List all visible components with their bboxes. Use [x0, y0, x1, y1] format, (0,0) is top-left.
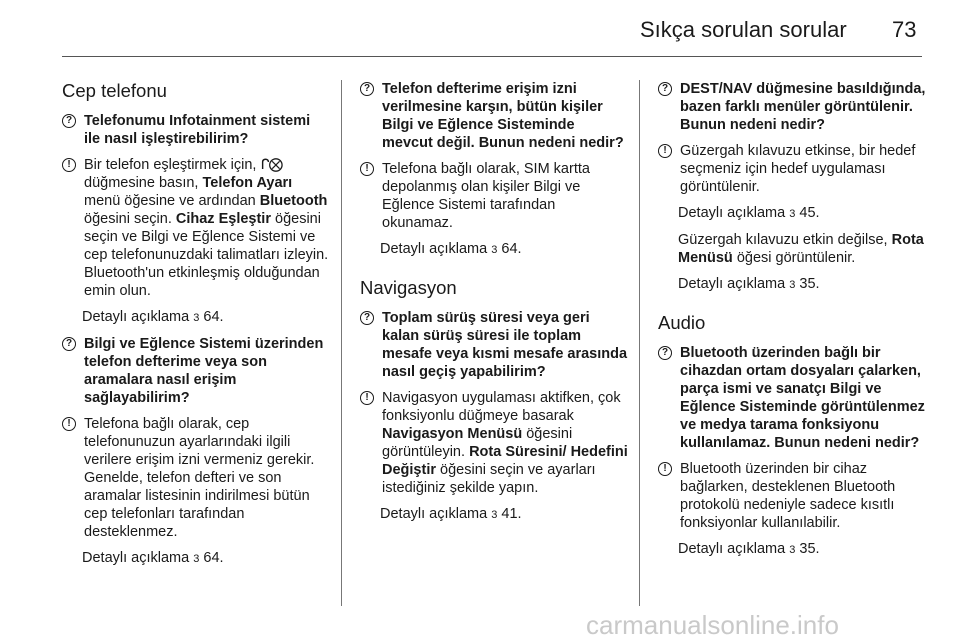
question-phonebook: [62, 335, 330, 407]
page-number: 73: [892, 17, 917, 42]
reference-label: Detaylı açıklama: [380, 241, 488, 257]
reference-page: 64.: [501, 241, 522, 257]
reference-label: Detaylı açıklama: [380, 506, 488, 522]
reference-page: 41.: [501, 506, 522, 522]
menu-term: Bluetooth: [259, 193, 328, 209]
reference-page: 64.: [203, 309, 224, 325]
answer-bluetooth-media: [658, 460, 926, 532]
column-3: [658, 80, 926, 567]
question-text: Bluetooth üzerinden bağlı bir cihazdan ortam dosyaları çalarken, parça ismi ve sanatçı Bilgi ve Eğlence Sisteminde görüntülenmez ve medya tarama fonksiyonu kullanılamaz. Bunun nedeni nedir?: [680, 345, 925, 451]
page-reference-arrow-icon: 3: [789, 279, 796, 291]
exclamation-icon: !: [62, 417, 76, 431]
answer-text-part: Navigasyon uygulaması aktifken, çok fonksiyonlu düğmeye basarak: [382, 390, 621, 424]
reference-page: 64.: [203, 550, 224, 566]
exclamation-icon: !: [658, 144, 672, 158]
question-drive-time: [360, 309, 628, 381]
answer-text: Güzergah kılavuzu etkinse, bir hedef seçmeniz için hedef uygulaması görüntülenir.: [680, 143, 916, 195]
section-title-phone: Cep telefonu: [62, 80, 167, 101]
reference-label: Detaylı açıklama: [82, 550, 190, 566]
exclamation-icon: !: [62, 158, 76, 172]
answer-text-part: öğesini seçin ve Bilgi ve Eğlence Sistemi ve cep telefonunuzdaki talimatları izleyin. Bluetooth'un etkinleşmiş olduğundan emin olun.: [84, 211, 329, 299]
column-2: [360, 80, 628, 532]
section-title-audio: Audio: [658, 312, 706, 333]
question-mark-icon: ?: [658, 346, 672, 360]
exclamation-icon: !: [658, 462, 672, 476]
answer-text-part: Bir telefon eşleştirmek için,: [84, 157, 257, 173]
question-contacts: [360, 80, 628, 152]
exclamation-icon: !: [360, 391, 374, 405]
column-divider-1: [341, 80, 342, 606]
reference-label: Detaylı açıklama: [678, 205, 786, 221]
answer-text: Telefona bağlı olarak, cep telefonunuzun ayarlarındaki ilgili verilere erişim izni vermeniz gerekir. Genelde, telefon defteri ve son aramalar listesinin indirilmesi bütün cep telefonları tarafından desteklenmez.: [84, 416, 315, 540]
question-mark-icon: ?: [62, 114, 76, 128]
reference-label: Detaylı açıklama: [678, 276, 786, 292]
page-reference-arrow-icon: 3: [193, 553, 200, 565]
question-mark-icon: ?: [360, 311, 374, 325]
answer-paragraph: [678, 231, 926, 267]
reference-label: Detaylı açıklama: [82, 309, 190, 325]
question-mark-icon: ?: [658, 82, 672, 96]
reference: [678, 540, 926, 559]
menu-term: Navigasyon Menüsü: [382, 426, 523, 442]
question-text: Telefon defterime erişim izni verilmesine karşın, bütün kişiler Bilgi ve Eğlence Sisteminde mevcut değil. Bunun nedeni nedir?: [382, 81, 624, 151]
reference: [82, 549, 330, 568]
answer-text-part: düğmesine basın,: [84, 175, 199, 191]
reference: [678, 204, 926, 223]
watermark: carmanualsonline.info: [586, 610, 839, 640]
reference: [678, 275, 926, 294]
section-title-navigation: Navigasyon: [360, 277, 457, 298]
question-bluetooth-media: [658, 344, 926, 452]
menu-term: Rota Süresini/ Hedefini Değiştir: [382, 444, 628, 478]
reference-page: 35.: [799, 276, 820, 292]
reference: [380, 505, 628, 524]
reference-page: 35.: [799, 541, 820, 557]
question-text: Toplam sürüş süresi veya geri kalan sürüş süresi ile toplam mesafe veya kısmi mesafe arasında nasıl geçiş yapabilirim?: [382, 310, 628, 380]
answer-contacts: [360, 160, 628, 232]
answer-text-part: öğesini seçin ve ayarları istediğiniz şekilde yapın.: [382, 462, 596, 496]
question-dest-nav: [658, 80, 926, 134]
reference-page: 45.: [799, 205, 820, 221]
answer-dest-nav: [658, 142, 926, 196]
question-mark-icon: ?: [62, 337, 76, 351]
menu-term: Cihaz Eşleştir: [175, 211, 271, 227]
page-reference-arrow-icon: 3: [789, 544, 796, 556]
question-text: Bilgi ve Eğlence Sistemi üzerinden telefon defterime veya son aramalara nasıl erişim sağlayabilirim?: [84, 336, 324, 406]
answer-text: [382, 389, 628, 497]
answer-text-part: öğesi görüntülenir.: [736, 250, 856, 266]
header-divider: [62, 56, 922, 57]
answer-text-part: menü öğesine ve ardından: [84, 193, 256, 209]
answer-text-part: Güzergah kılavuzu etkin değilse,: [678, 232, 888, 248]
answer-text: Bluetooth üzerinden bir cihaz bağlarken, desteklenen Bluetooth protokolü nedeniyle sadece kısıtlı fonksiyonlar kullanılabilir.: [680, 461, 896, 531]
page-reference-arrow-icon: 3: [193, 312, 200, 324]
page-reference-arrow-icon: 3: [789, 208, 796, 220]
page-reference-arrow-icon: 3: [491, 244, 498, 256]
answer-text-part: öğesini seçin.: [84, 211, 172, 227]
reference: [380, 240, 628, 259]
column-divider-2: [639, 80, 640, 606]
question-mark-icon: ?: [360, 82, 374, 96]
answer-pairing: [62, 156, 330, 300]
answer-text: Telefona bağlı olarak, SIM kartta depolanmış olan kişiler Bilgi ve Eğlence Sistemi tarafından okunamaz.: [382, 161, 590, 231]
menu-term: Telefon Ayarı: [202, 175, 293, 191]
reference-label: Detaylı açıklama: [678, 541, 786, 557]
reference: [82, 308, 330, 327]
page-header-title: Sıkça sorulan sorular: [640, 17, 847, 42]
answer-phonebook: [62, 415, 330, 541]
menu-term: Rota Menüsü: [678, 232, 924, 266]
question-pairing: [62, 112, 330, 148]
column-1: [62, 80, 330, 576]
question-text: Telefonumu Infotainment sistemi ile nasıl işleştirebilirim?: [84, 113, 311, 147]
page-reference-arrow-icon: 3: [491, 509, 498, 521]
exclamation-icon: !: [360, 162, 374, 176]
phone-button-icon: ᒋ⨂: [260, 157, 283, 173]
answer-text-part: öğesini görüntüleyin.: [382, 426, 573, 460]
answer-text: [84, 156, 330, 300]
answer-drive-time: [360, 389, 628, 497]
question-text: DEST/NAV düğmesine basıldığında, bazen farklı menüler görüntülenir. Bunun nedeni nedir?: [680, 81, 926, 133]
